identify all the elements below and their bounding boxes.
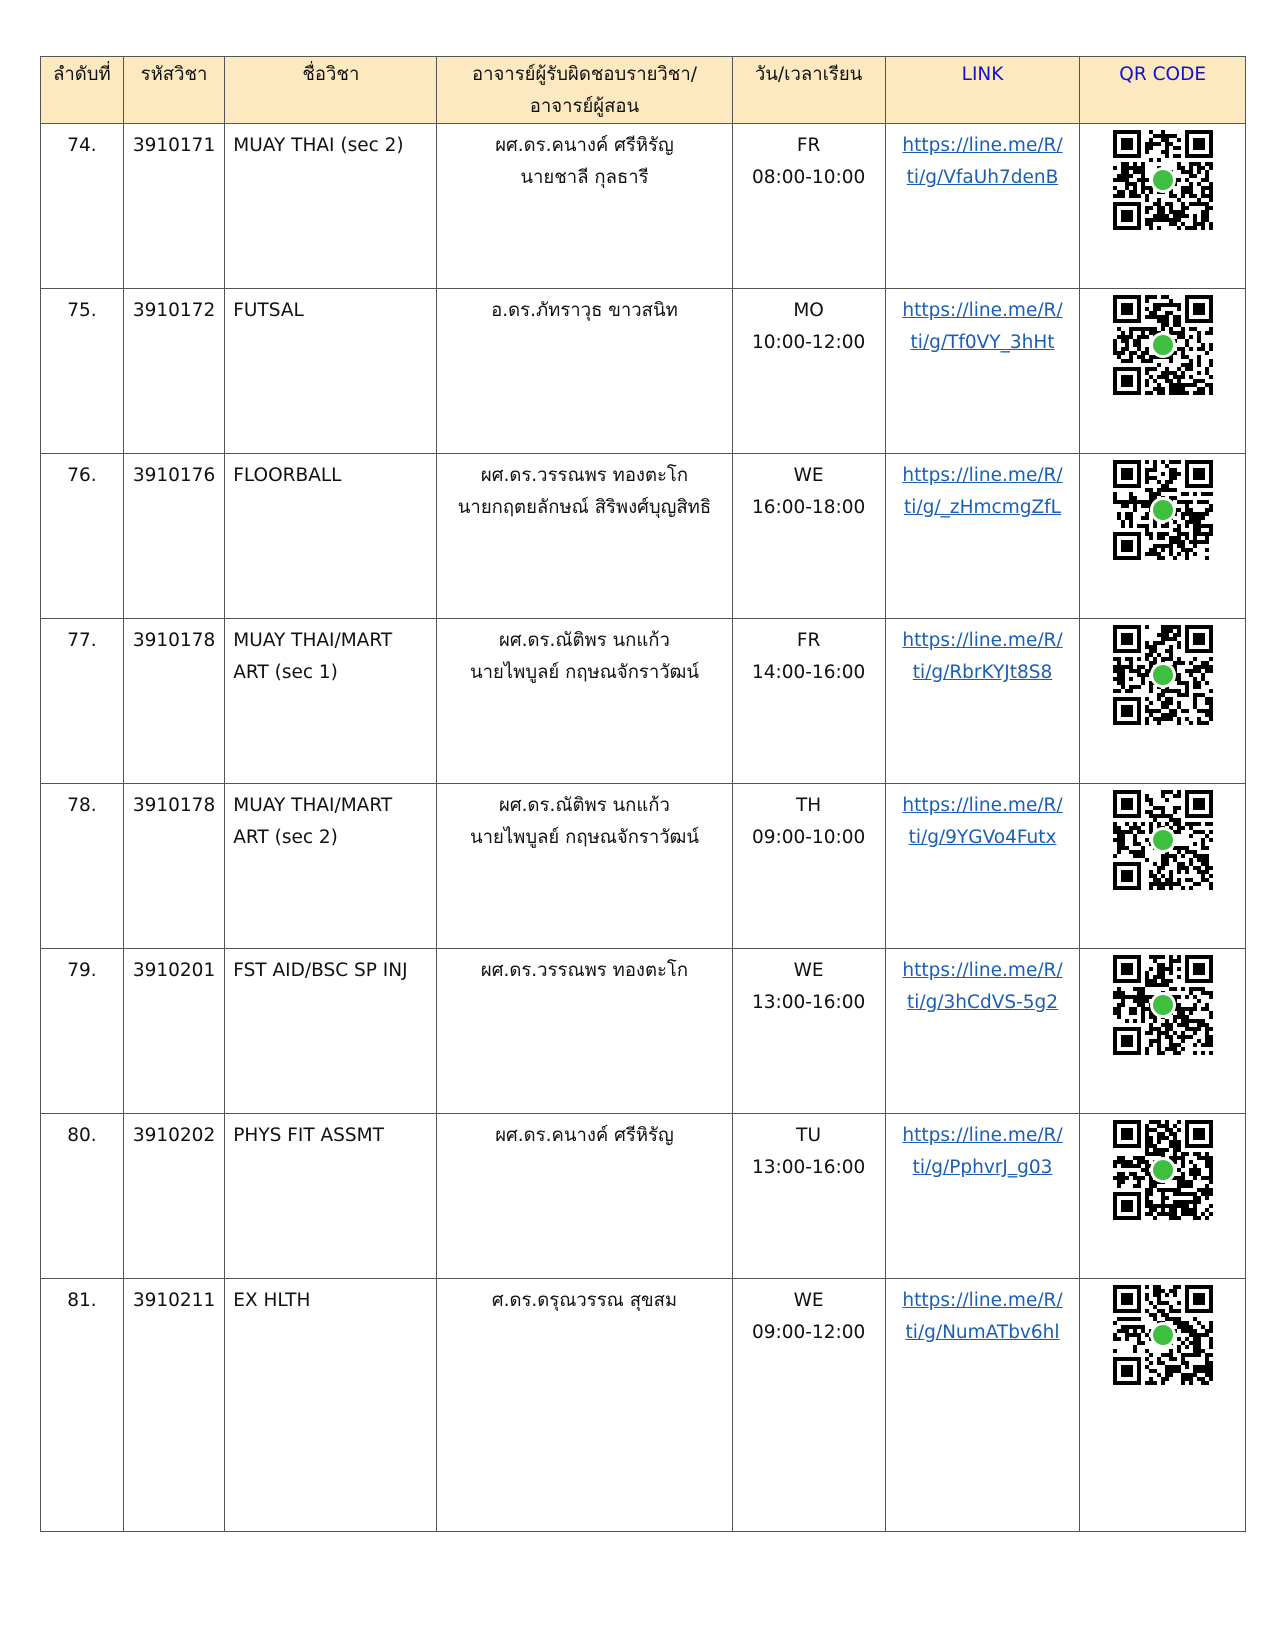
- line-group-link[interactable]: [894, 625, 1072, 689]
- course-name-cell: [225, 949, 437, 1114]
- qr-cell: [1080, 784, 1246, 949]
- instructor-name: ผศ.ดร.วรรณพร ทองตะโก: [480, 960, 689, 981]
- link-line: ti/g/9YGVo4Futx: [908, 827, 1057, 848]
- header-qr: QR CODE: [1080, 57, 1246, 124]
- link-cell: [885, 619, 1080, 784]
- course-name-line: PHYS FIT ASSMT: [233, 1125, 384, 1146]
- class-day: MO: [793, 300, 824, 321]
- instructor-cell: [437, 124, 732, 289]
- course-name-cell: [225, 454, 437, 619]
- qr-cell: [1080, 124, 1246, 289]
- table-header-row: [41, 57, 1246, 124]
- table-row: [41, 1279, 1246, 1532]
- schedule-cell: [732, 619, 885, 784]
- line-group-link[interactable]: [894, 790, 1072, 854]
- link-line: https://line.me/R/: [902, 630, 1063, 651]
- instructor-cell: [437, 1279, 732, 1532]
- link-line: ti/g/VfaUh7denB: [906, 167, 1059, 188]
- instructor-name: นายกฤตยลักษณ์ สิริพงศ์บุญสิทธิ: [457, 497, 712, 518]
- class-time: 14:00-16:00: [751, 662, 866, 683]
- course-code: 3910202: [123, 1114, 224, 1279]
- link-line: https://line.me/R/: [902, 960, 1063, 981]
- schedule-cell: [732, 1114, 885, 1279]
- qr-cell: [1080, 1279, 1246, 1532]
- instructor-name: ผศ.ดร.ณัติพร นกแก้ว: [499, 630, 670, 651]
- line-qr-code-icon: [1113, 130, 1213, 230]
- qr-cell: [1080, 454, 1246, 619]
- course-code: 3910201: [123, 949, 224, 1114]
- course-name-line: FST AID/BSC SP INJ: [233, 960, 408, 981]
- table-row: [41, 949, 1246, 1114]
- class-day: FR: [796, 135, 821, 156]
- instructor-cell: [437, 1114, 732, 1279]
- header-instructor: [437, 57, 732, 124]
- row-number: 74.: [41, 124, 124, 289]
- row-number: 75.: [41, 289, 124, 454]
- table-row: [41, 124, 1246, 289]
- line-group-link[interactable]: [894, 295, 1072, 359]
- line-qr-code-icon: [1113, 295, 1213, 395]
- link-line: https://line.me/R/: [902, 1125, 1063, 1146]
- class-time: 13:00-16:00: [751, 1157, 866, 1178]
- schedule-cell: [732, 1279, 885, 1532]
- schedule-cell: [732, 289, 885, 454]
- instructor-cell: [437, 949, 732, 1114]
- row-number: 80.: [41, 1114, 124, 1279]
- course-code: 3910171: [123, 124, 224, 289]
- link-cell: [885, 1114, 1080, 1279]
- course-name-line: ART (sec 1): [233, 662, 338, 683]
- link-line: ti/g/_zHmcmgZfL: [904, 497, 1061, 518]
- instructor-cell: [437, 619, 732, 784]
- link-cell: [885, 289, 1080, 454]
- class-day: TU: [796, 1125, 822, 1146]
- class-time: 08:00-10:00: [751, 167, 866, 188]
- row-number: 76.: [41, 454, 124, 619]
- instructor-name: นายไพบูลย์ กฤษณจักราวัฒน์: [469, 662, 699, 683]
- table-row: [41, 619, 1246, 784]
- header-instructor-line: อาจารย์ผู้สอน: [529, 96, 640, 117]
- qr-cell: [1080, 619, 1246, 784]
- link-line: https://line.me/R/: [902, 465, 1063, 486]
- schedule-cell: [732, 124, 885, 289]
- link-cell: [885, 124, 1080, 289]
- link-line: https://line.me/R/: [902, 795, 1063, 816]
- line-qr-code-icon: [1113, 1120, 1213, 1220]
- course-name-cell: [225, 784, 437, 949]
- link-line: ti/g/3hCdVS-5g2: [906, 992, 1059, 1013]
- instructor-name: ผศ.ดร.ณัติพร นกแก้ว: [499, 795, 670, 816]
- instructor-name: ผศ.ดร.วรรณพร ทองตะโก: [480, 465, 689, 486]
- line-qr-code-icon: [1113, 955, 1213, 1055]
- link-line: ti/g/NumATbv6hl: [905, 1322, 1060, 1343]
- course-name-line: FLOORBALL: [233, 465, 342, 486]
- header-no: ลำดับที่: [41, 57, 124, 124]
- course-table: [40, 56, 1246, 1532]
- link-cell: [885, 949, 1080, 1114]
- row-number: 78.: [41, 784, 124, 949]
- table-row: [41, 1114, 1246, 1279]
- link-line: https://line.me/R/: [902, 300, 1063, 321]
- line-group-link[interactable]: [894, 130, 1072, 194]
- instructor-cell: [437, 289, 732, 454]
- line-qr-code-icon: [1113, 460, 1213, 560]
- link-line: ti/g/PphvrJ_g03: [912, 1157, 1053, 1178]
- header-instructor-line: อาจารย์ผู้รับผิดชอบรายวิชา/: [471, 64, 697, 85]
- course-code: 3910176: [123, 454, 224, 619]
- course-name-line: MUAY THAI/MART: [233, 630, 393, 651]
- qr-cell: [1080, 949, 1246, 1114]
- line-group-link[interactable]: [894, 1285, 1072, 1349]
- line-group-link[interactable]: [894, 955, 1072, 1019]
- table-row: [41, 289, 1246, 454]
- instructor-name: ศ.ดร.ดรุณวรรณ สุขสม: [491, 1290, 678, 1311]
- line-group-link[interactable]: [894, 460, 1072, 524]
- course-name-cell: [225, 124, 437, 289]
- course-name-line: MUAY THAI/MART: [233, 795, 393, 816]
- table-row: [41, 454, 1246, 619]
- link-line: https://line.me/R/: [902, 135, 1063, 156]
- course-name-cell: [225, 1279, 437, 1532]
- qr-cell: [1080, 1114, 1246, 1279]
- class-time: 09:00-10:00: [751, 827, 866, 848]
- class-day: FR: [796, 630, 821, 651]
- class-day: WE: [793, 465, 824, 486]
- instructor-cell: [437, 454, 732, 619]
- schedule-cell: [732, 784, 885, 949]
- course-code: 3910211: [123, 1279, 224, 1532]
- class-day: WE: [793, 960, 824, 981]
- course-name-line: ART (sec 2): [233, 827, 338, 848]
- course-code: 3910178: [123, 784, 224, 949]
- course-name-line: EX HLTH: [233, 1290, 311, 1311]
- header-time: วัน/เวลาเรียน: [732, 57, 885, 124]
- row-number: 77.: [41, 619, 124, 784]
- instructor-name: อ.ดร.ภัทราวุธ ขาวสนิท: [491, 300, 678, 321]
- header-link: LINK: [885, 57, 1080, 124]
- line-group-link[interactable]: [894, 1120, 1072, 1184]
- header-code: รหัสวิชา: [123, 57, 224, 124]
- schedule-cell: [732, 454, 885, 619]
- class-time: 09:00-12:00: [751, 1322, 866, 1343]
- link-line: https://line.me/R/: [902, 1290, 1063, 1311]
- class-time: 16:00-18:00: [751, 497, 866, 518]
- instructor-name: นายไพบูลย์ กฤษณจักราวัฒน์: [469, 827, 699, 848]
- course-name-cell: [225, 1114, 437, 1279]
- course-name-line: MUAY THAI (sec 2): [233, 135, 404, 156]
- schedule-cell: [732, 949, 885, 1114]
- course-code: 3910178: [123, 619, 224, 784]
- link-cell: [885, 784, 1080, 949]
- row-number: 81.: [41, 1279, 124, 1532]
- link-line: ti/g/Tf0VY_3hHt: [910, 332, 1055, 353]
- link-line: ti/g/RbrKYJt8S8: [912, 662, 1053, 683]
- course-name-cell: [225, 289, 437, 454]
- class-day: WE: [793, 1290, 824, 1311]
- line-qr-code-icon: [1113, 1285, 1213, 1385]
- qr-cell: [1080, 289, 1246, 454]
- course-name-cell: [225, 619, 437, 784]
- class-time: 10:00-12:00: [751, 332, 866, 353]
- link-cell: [885, 454, 1080, 619]
- link-cell: [885, 1279, 1080, 1532]
- instructor-name: ผศ.ดร.คนางค์ ศรีหิรัญ: [495, 1125, 674, 1146]
- header-name: ชื่อวิชา: [225, 57, 437, 124]
- course-name-line: FUTSAL: [233, 300, 304, 321]
- course-code: 3910172: [123, 289, 224, 454]
- instructor-name: ผศ.ดร.คนางค์ ศรีหิรัญ: [495, 135, 674, 156]
- instructor-cell: [437, 784, 732, 949]
- table-row: [41, 784, 1246, 949]
- row-number: 79.: [41, 949, 124, 1114]
- instructor-name: นายชาลี กุลธารี: [520, 167, 649, 188]
- class-time: 13:00-16:00: [751, 992, 866, 1013]
- class-day: TH: [795, 795, 822, 816]
- line-qr-code-icon: [1113, 790, 1213, 890]
- line-qr-code-icon: [1113, 625, 1213, 725]
